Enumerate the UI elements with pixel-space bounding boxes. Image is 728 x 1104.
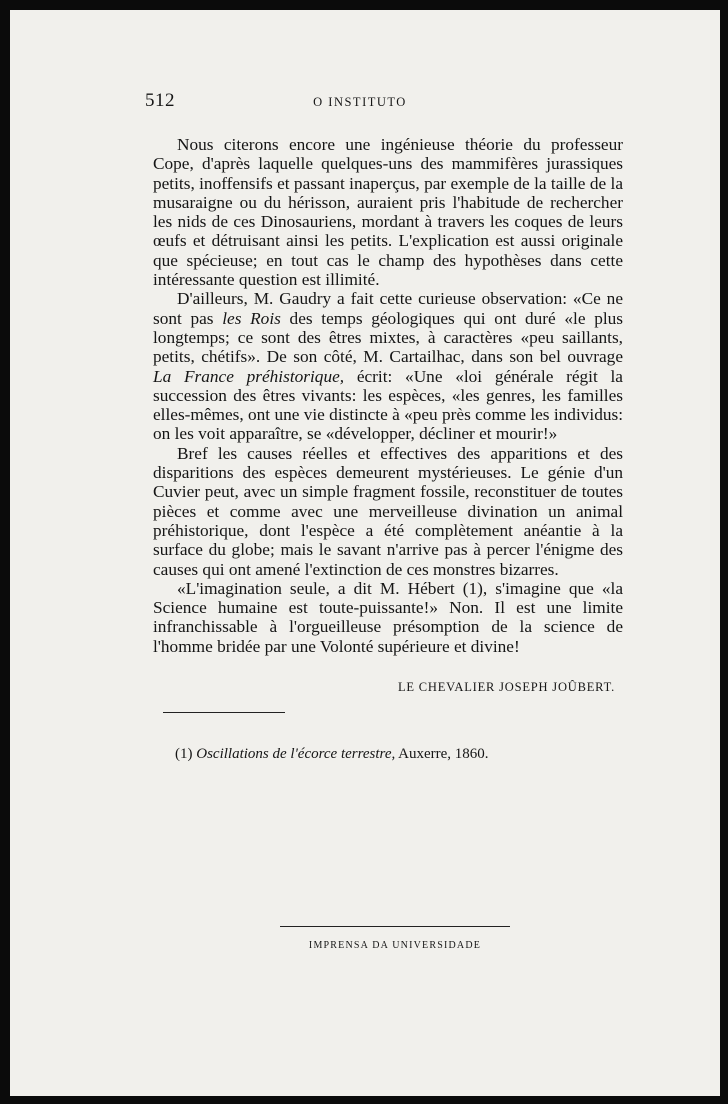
footnote-details: Auxerre, 1860. <box>395 746 489 762</box>
paragraph-gaudry-observation <box>153 289 623 443</box>
book-page <box>10 10 720 1096</box>
footnote-marker: (1) <box>175 746 193 762</box>
italic-phrase: les Rois <box>222 308 281 328</box>
body-text <box>153 135 623 656</box>
footnote <box>175 745 615 763</box>
printer-colophon: IMPRENSA DA UNIVERSIDADE <box>308 940 482 951</box>
running-title: O INSTITUTO <box>313 95 407 109</box>
paragraph-causes-mysterious: Bref les causes réelles et effectives des apparitions et des disparitions des espèces demeurent mystérieuses. Le génie d'un Cuvier peut, avec un simple fragment fossile, reconstituer de toutes pièces et comme avec une merveilleuse divination un animal préhistorique, dont l'espèce a été complètement anéantie à la surface du globe; mais le savant n'arrive pas à percer l'énigme des causes qui ont amené l'extinction de ces monstres bizarres. <box>153 443 623 579</box>
text-run: D'ailleurs, M. Gaudry a fait cette curieuse observation: «Ce ne sont pas <box>153 289 623 328</box>
footnote-divider <box>163 712 285 713</box>
author-signature: LE CHEVALIER JOSEPH JOÛBERT. <box>397 680 615 694</box>
paragraph-cope-theory: Nous citerons encore une ingénieuse théorie du professeur Cope, d'après laquelle quelques-uns des mammifères jurassiques petits, inoffensifs et passant inaperçus, par exemple de la taille de la musaraigne ou du hérisson, auraient pris l'habitude de rechercher les nids de ces Dinosauriens, mordant à travers les coques de leurs œufs et détruisant ainsi les petits. L'explication est aussi originale que spécieuse; en tout cas le champ des hypothèses dans cette intéressante question est illimité. <box>153 135 623 290</box>
text-run: écrit: «Une «loi générale régit la succession des êtres vivants: les espèces, «les genres, les familles elles-mêmes, ont une vie distincte à «peu près comme les individus: on les voit apparaître, se «développer, décliner et mourir!» <box>153 366 623 444</box>
paragraph-hebert-quote: «L'imagination seule, a dit M. Hébert (1), s'imagine que «la Science humaine est toute-puissante!» Non. Il est une limite infranchissable à l'orgueilleuse présomption de la science de l'homme bridée par une Volonté supérieure et divine! <box>153 578 623 656</box>
page-number: 512 <box>145 90 175 111</box>
page-header <box>145 90 573 116</box>
colophon-divider <box>280 926 510 927</box>
footnote-title: Oscillations de l'écorce terrestre, <box>196 746 396 762</box>
book-title-italic: La France préhistorique, <box>153 366 345 386</box>
text-run: des temps géologiques qui ont duré «le plus longtemps; ce sont des êtres mixtes, à caractères «peu saillants, petits, chétifs». De son côté, M. Cartailhac, dans son bel ouvrage <box>153 308 624 367</box>
